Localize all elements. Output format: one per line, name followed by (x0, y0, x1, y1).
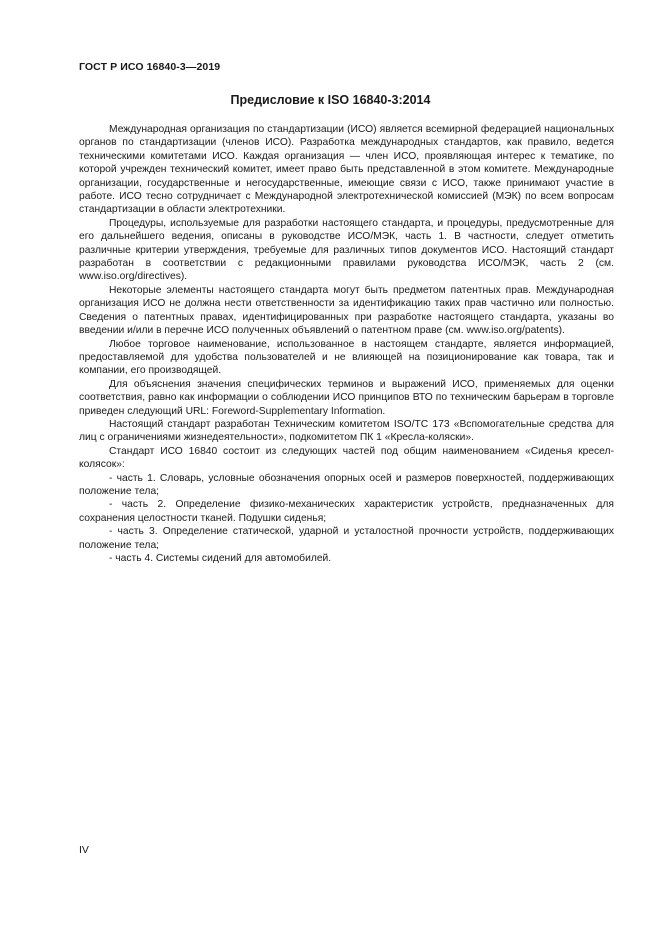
paragraph-conformity: Для объяснения значения специфических терминов и выражений ИСО, применяемых для оценки соответствия, равно как информации о соблюдении ИСО принципов ВТО по техническим барьерам в торговле приведен следующий URL: Foreword-Supplementary Information. (79, 378, 614, 417)
paragraph-committee: Настоящий стандарт разработан Техническим комитетом ISO/TC 173 «Вспомогательные средства для лиц с ограничениями жизнедеятельности», подкомитетом ПК 1 «Кресла-коляски». (79, 418, 614, 444)
paragraph-procedures: Процедуры, используемые для разработки настоящего стандарта, и процедуры, предусмотренные для его дальнейшего ведения, описаны в руководстве ИСО/МЭК, часть 1. В частности, следует отметить различные критерии утверждения, требуемые для различных типов документов ИСО. Настоящий стандарт разработан в соответствии с редакционными правилами руководства ИСО/МЭК, часть 2 (см. www.iso.org/directives). (79, 217, 614, 283)
paragraph-parts-intro: Стандарт ИСО 16840 состоит из следующих частей под общим наименованием «Сиденья кресел-колясок»: (79, 445, 614, 471)
document-header: ГОСТ Р ИСО 16840-3—2019 (79, 61, 221, 73)
list-item-part-2: - часть 2. Определение физико-механических характеристик устройств, предназначенных для сохранения целостности тканей. Подушки сиденья; (79, 499, 614, 524)
list-item-part-3: - часть 3. Определение статической, ударной и усталостной прочности устройств, поддерживающих положение тела; (79, 526, 614, 551)
page-title: Предисловие к ISO 16840-3:2014 (230, 93, 431, 107)
document-body (79, 123, 614, 565)
list-item-part-4: - часть 4. Системы сидений для автомобилей. (109, 553, 332, 564)
paragraph-iso-intro: Международная организация по стандартизации (ИСО) является всемирной федерацией национальных органов по стандартизации (членов ИСО). Разработка международных стандартов, как правило, ведется техническими комитетами ИСО. Каждая организация — член ИСО, проявляющая интерес к тематике, по которой учрежден технический комитет, имеет право быть представленной в этом комитете. Международные организации, государственные и негосударственные, имеющие связи с ИСО, также принимают участие в работе. ИСО тесно сотрудничает с Международной электротехнической комиссией (МЭК) по всем вопросам стандартизации в области электротехники. (79, 124, 614, 216)
paragraph-patents: Некоторые элементы настоящего стандарта могут быть предметом патентных прав. Международная организация ИСО не должна нести ответственности за идентификацию таких прав частично или полностью. Сведения о патентных правах, идентифицированных при разработке настоящего стандарта, указаны во введении и/или в перечне ИСО полученных объявлений о патентном праве (см. www.iso.org/patents). (79, 284, 614, 337)
list-item-part-1: - часть 1. Словарь, условные обозначения опорных осей и размеров поверхностей, поддерживающих положение тела; (79, 472, 614, 497)
page-number: IV (79, 844, 89, 856)
paragraph-trade-names: Любое торговое наименование, использованное в настоящем стандарте, является информацией, предоставляемой для удобства пользователей и не влияющей на позиционирование как товара, так и компании, его производящей. (79, 338, 614, 377)
